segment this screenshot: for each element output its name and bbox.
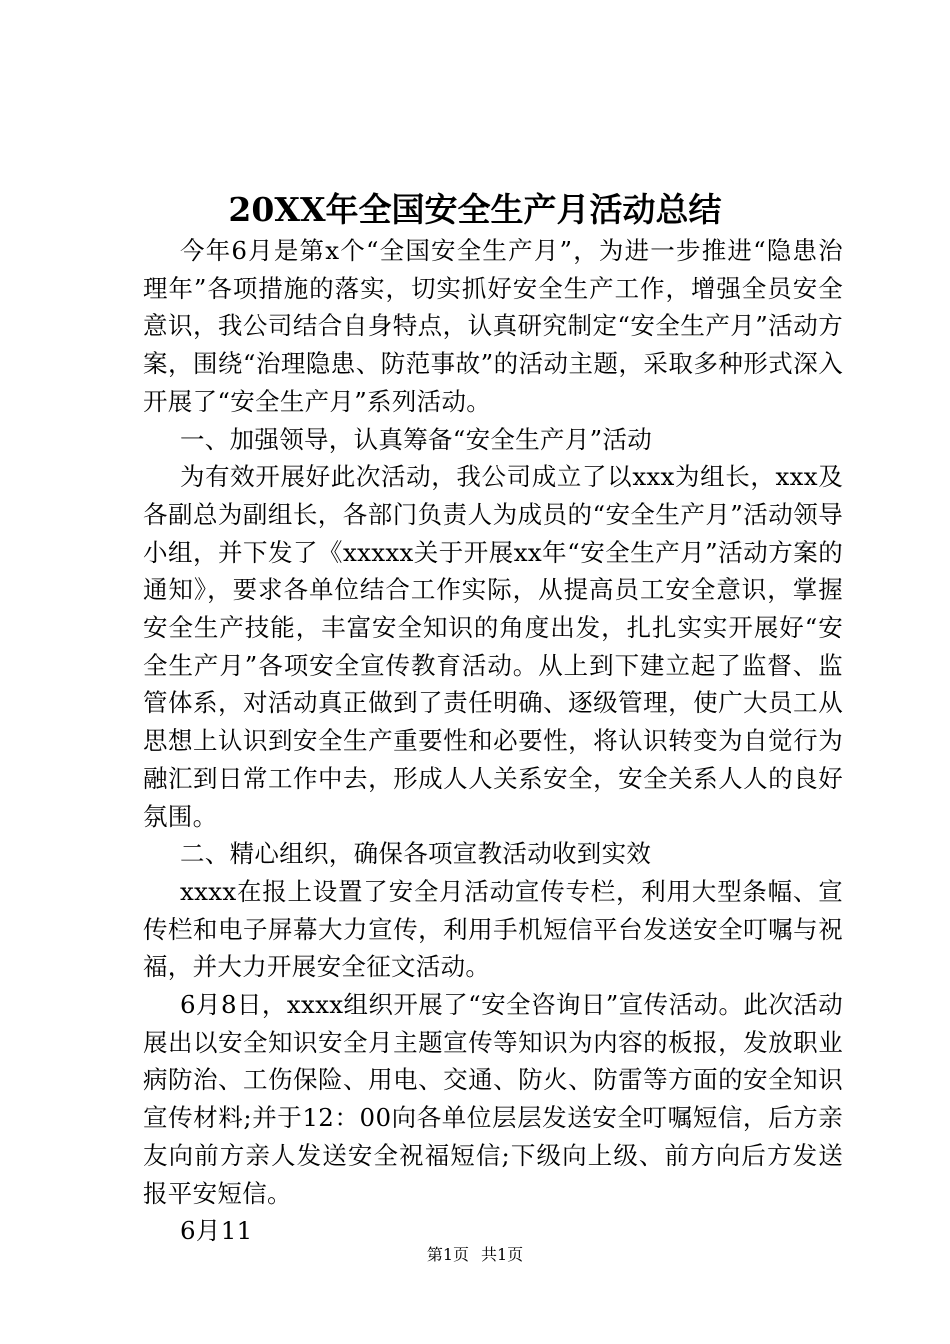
page-number-total: 共1页	[481, 1245, 524, 1264]
section-heading-2: 二、精心组织，确保各项宣教活动收到实效	[180, 839, 652, 869]
paragraph-section-1: 为有效开展好此次活动，我公司成立了以xxx为组长，xxx及各副总为副组长，各部门负责人为成员的“安全生产月”活动领导小组，并下发了《xxxxx关于开展xx年“安全生产月”活动方案的通知》，要求各单位结合工作实际，从提高员工安全意识，掌握安全生产技能，丰富安全知识的角度出发，扎扎实实开展好“安全生产月”各项安全宣传教育活动。从上到下建立起了监督、监管体系，对活动真正做到了责任明确、逐级管理，使广大员工从思想上认识到安全生产重要性和必要性，将认识转变为自觉行为融汇到日常工作中去，形成人人关系安全，安全关系人人的良好氛围。	[143, 462, 844, 831]
paragraph-section-2c: 6月11	[180, 1216, 253, 1246]
document-title: 20XX年全国安全生产月活动总结	[228, 190, 722, 229]
paragraph-section-2a: xxxx在报上设置了安全月活动宣传专栏，利用大型条幅、宣传栏和电子屏幕大力宣传，利用手机短信平台发送安全叮嘱与祝福，并大力开展安全征文活动。	[143, 876, 843, 982]
page-footer	[0, 1243, 950, 1267]
document-body	[143, 232, 843, 1250]
paragraph-intro: 今年6月是第x个“全国安全生产月”，为进一步推进“隐患治理年”各项措施的落实，切实抓好安全生产工作，增强全员安全意识，我公司结合自身特点，认真研究制定“安全生产月”活动方案，围绕“治理隐患、防范事故”的活动主题，采取多种形式深入开展了“安全生产月”系列活动。	[143, 236, 843, 416]
section-heading-1: 一、加强领导，认真筹备“安全生产月”活动	[180, 424, 653, 454]
page-number-current: 第1页	[426, 1245, 469, 1264]
paragraph-section-2b: 6月8日，xxxx组织开展了“安全咨询日”宣传活动。此次活动展出以安全知识安全月主题宣传等知识为内容的板报，发放职业病防治、工伤保险、用电、交通、防火、防雷等方面的安全知识宣传材料;并于12：00向各单位层层发送安全叮嘱短信，后方亲友向前方亲人发送安全祝福短信;下级向上级、前方向后方发送报平安短信。	[143, 990, 843, 1208]
